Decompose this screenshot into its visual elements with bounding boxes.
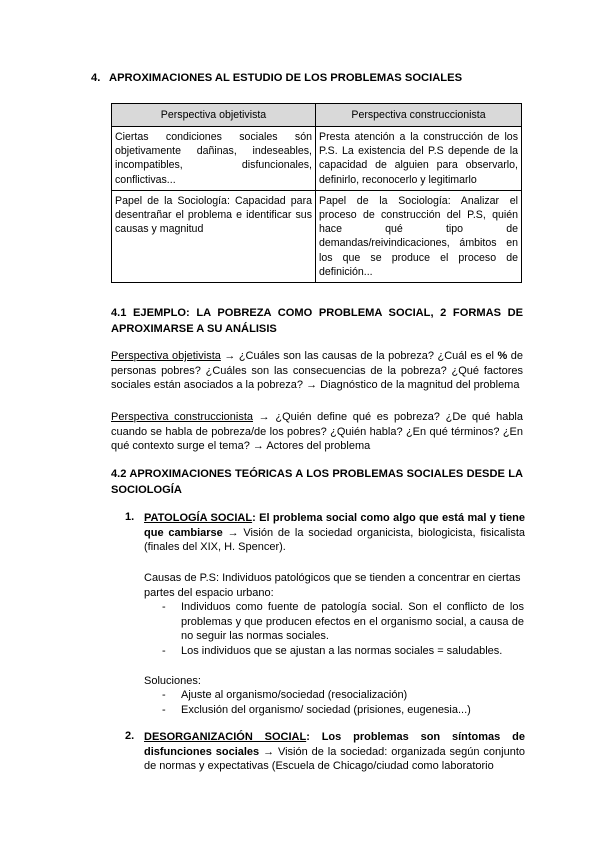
dash-bullet: - (162, 704, 166, 716)
list-item (162, 703, 524, 718)
section-4-heading (91, 72, 462, 84)
section-4-2-heading: 4.2 APROXIMACIONES TEÓRICAS A LOS PROBLEMAS SOCIALES DESDE LA SOCIOLOGÍA (111, 468, 523, 496)
section-4-number: 4. (91, 72, 101, 84)
item-heading: PATOLOGÍA SOCIAL (144, 512, 253, 524)
list-item (162, 644, 524, 659)
list-item-desorganizacion-social (125, 730, 525, 774)
dash-bullet: - (162, 689, 166, 701)
dash-bullet: - (162, 645, 166, 657)
bullet-text: Ajuste al organismo/sociedad (resocialización) (181, 689, 408, 701)
objetivista-text-a: → ¿Cuáles son las causas de la pobreza? ¿Cuál es el (220, 350, 498, 362)
table-cell: Ciertas condiciones sociales són objetivamente dañinas, indeseables, incompatibles, disfuncionales, conflictivas... (112, 127, 316, 191)
percent-symbol: % (497, 350, 508, 362)
objetivista-label: Perspectiva objetivista (111, 350, 221, 362)
dash-bullet: - (162, 601, 166, 613)
item-text: → Visión de la sociedad: organizada según conjunto de normas y expectativas (Escuela de Chicago/ciudad como laboratorio (144, 745, 525, 772)
item-text: → Visión de la sociedad organicista, biologicista, fisicalista (finales del XIX, H. Spencer). (144, 526, 526, 553)
table-cell: Papel de la Sociología: Capacidad para desentrañar el problema e identificar sus causas y magnitud (112, 190, 316, 282)
list-item-patologia-social (125, 511, 525, 555)
soluciones-label: Soluciones: (144, 675, 201, 687)
bullet-text: Los individuos que se ajustan a las normas sociales = saludables. (181, 645, 503, 657)
construccionista-text: → ¿Quién define qué es pobreza? ¿De qué habla cuando se habla de pobreza/de los pobres? ¿Quién habla? ¿En qué términos? ¿En qué contexto surge el tema? → Actores del problema (111, 411, 523, 452)
bullet-text: Exclusión del organismo/ sociedad (prisiones, eugenesia...) (181, 704, 471, 716)
construccionista-paragraph (111, 410, 523, 454)
section-4-title: APROXIMACIONES AL ESTUDIO DE LOS PROBLEMAS SOCIALES (109, 72, 463, 84)
table-header-construccionista: Perspectiva construccionista (316, 104, 522, 127)
section-4-1-heading: 4.1 EJEMPLO: LA POBREZA COMO PROBLEMA SOCIAL, 2 FORMAS DE APROXIMARSE A SU ANÁLISIS (111, 307, 523, 335)
item-number: 1. (125, 511, 135, 523)
construccionista-label: Perspectiva construccionista (111, 411, 254, 423)
objetivista-paragraph (111, 349, 523, 393)
list-item (162, 688, 524, 703)
bullet-text: Individuos como fuente de patología social. Son el conflicto de los problemas y que producen efectos en el organismo social, a causa de no seguir las normas sociales. (181, 601, 524, 642)
objetivista-text-b: de personas pobres? ¿Cuáles son las consecuencias de la pobreza? ¿Qué factores sociales están asociados a la pobreza? → Diagnóstico de la magnitud del problema (111, 350, 523, 391)
table-row (112, 190, 522, 282)
item-heading: DESORGANIZACIÓN SOCIAL (144, 731, 307, 743)
causas-paragraph: Causas de P.S: Individuos patológicos que se tienden a concentrar en ciertas partes del espacio urbano: (144, 572, 521, 599)
table-cell: Presta atención a la construcción de los P.S. La existencia del P.S depende de la capacidad de alguien para observarlo, definirlo, reconocerlo y legitimarlo (316, 127, 522, 191)
item-number: 2. (125, 730, 135, 742)
table-header-objetivista: Perspectiva objetivista (112, 104, 316, 127)
table-cell: Papel de la Sociología: Analizar el proceso de construcción del P.S, quién hace qué tipo de demandas/reivindicaciones, ámbitos en los que se produce el proceso de definición... (316, 190, 522, 282)
item-heading-rest: : Los problemas son síntomas de disfunciones sociales (144, 731, 525, 758)
item-heading-rest: : El problema social como algo que está mal y tiene que cambiarse (144, 512, 525, 539)
perspectives-table (111, 103, 522, 283)
list-item (162, 600, 524, 644)
table-row (112, 127, 522, 191)
